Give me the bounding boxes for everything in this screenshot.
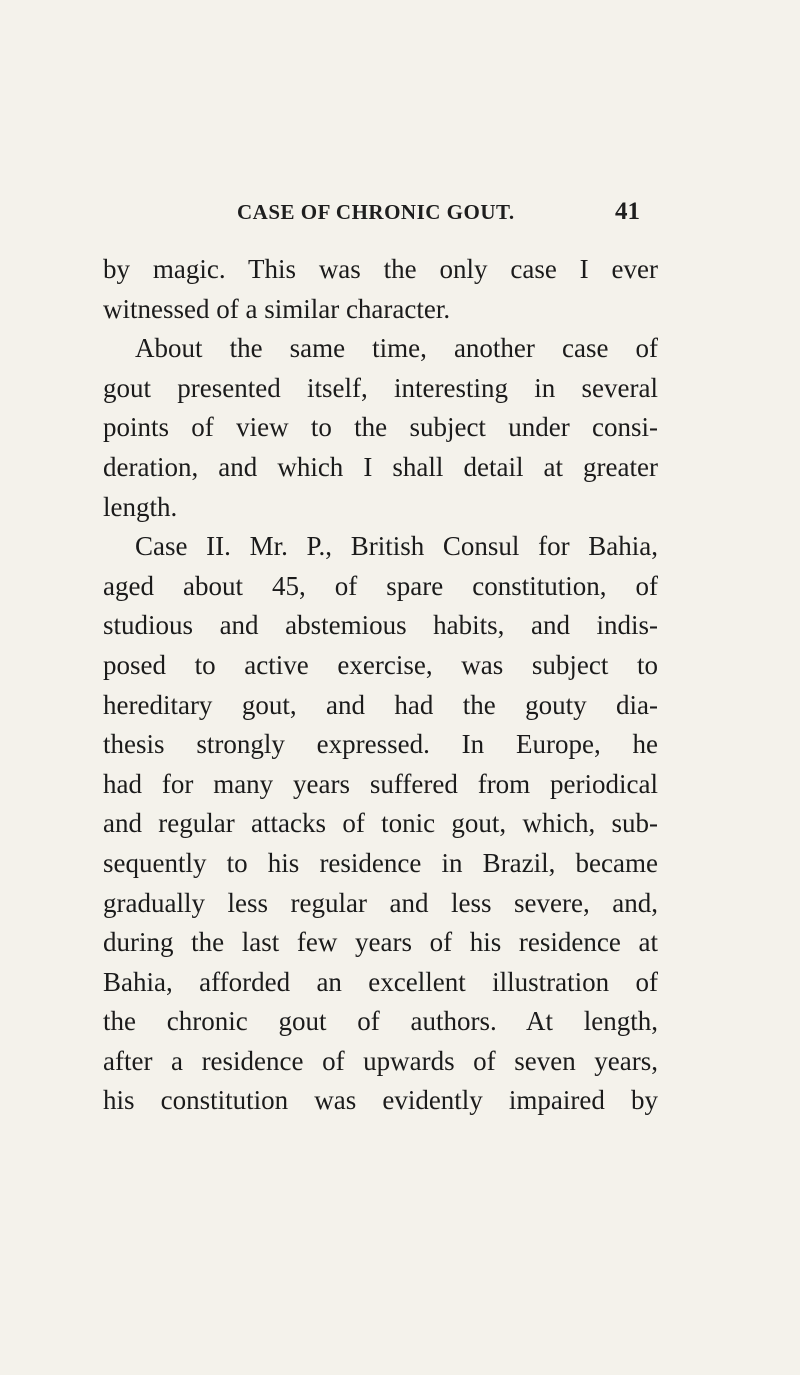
text-line: points of view to the subject under consi- — [103, 412, 658, 443]
text-line: gout presented itself, interesting in several — [103, 372, 658, 403]
text-line: hereditary gout, and had the gouty dia- — [103, 689, 658, 720]
text-line: gradually less regular and less severe, and, — [103, 887, 658, 918]
text-line: had for many years suffered from periodical — [103, 768, 658, 799]
text-line: deration, and which I shall detail at greater — [103, 451, 658, 482]
text-line: length. — [103, 491, 178, 522]
text-line: Case II. Mr. P., British Consul for Bahia, — [135, 531, 658, 562]
body-text — [103, 250, 658, 1121]
page-number: 41 — [615, 198, 640, 225]
text-line: his constitution was evidently impaired by — [103, 1085, 658, 1116]
running-head — [237, 200, 657, 230]
text-line: during the last few years of his residence at — [103, 927, 658, 958]
text-line: studious and abstemious habits, and indis- — [103, 610, 658, 641]
text-line: thesis strongly expressed. In Europe, he — [103, 729, 658, 760]
text-line: by magic. This was the only case I ever — [103, 254, 658, 284]
text-line: posed to active exercise, was subject to — [103, 649, 658, 680]
text-line: About the same time, another case of — [135, 333, 658, 364]
text-line: Bahia, afforded an excellent illustration of — [103, 966, 658, 997]
text-line: sequently to his residence in Brazil, became — [103, 847, 658, 878]
text-line: after a residence of upwards of seven years, — [103, 1045, 658, 1076]
text-line: aged about 45, of spare constitution, of — [103, 570, 658, 601]
text-line: witnessed of a similar character. — [103, 293, 451, 324]
text-line: and regular attacks of tonic gout, which, sub- — [103, 808, 658, 839]
running-head-title: CASE OF CHRONIC GOUT. — [237, 200, 515, 224]
text-line: the chronic gout of authors. At length, — [103, 1006, 658, 1037]
